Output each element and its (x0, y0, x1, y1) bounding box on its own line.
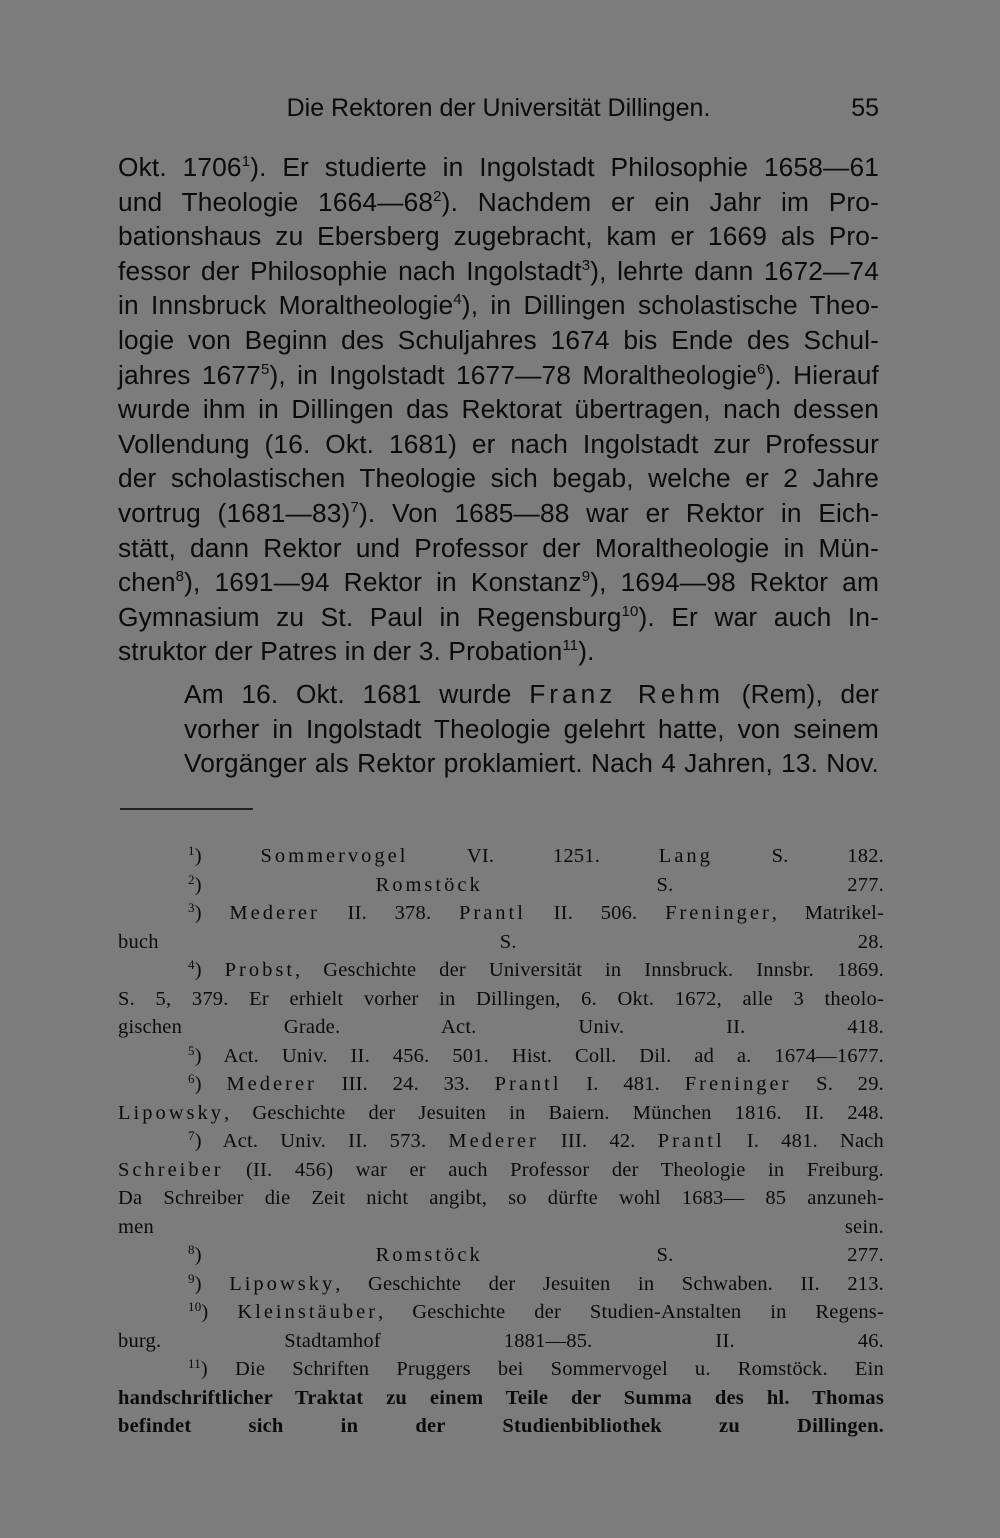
text-line: in Innsbruck Moraltheologie$^4$), in Dillingen scholastische Theo- (118, 290, 879, 321)
text-line: jahres 1677$^5$), in Ingolstadt 1677—78 Moraltheologie$^6$). Hierauf (118, 359, 879, 390)
text-line: Gymnasium zu St. Paul in Regensburg$^{10}$). Er war auch In- (118, 601, 880, 632)
footnote: $^7$) Act. Univ. II. 573. Mederer III. 42. Prantl I. 481. Nach Schreiber (II. 456) war er auch Professor der Theologie in Freiburg. Da Schreiber die Zeit nicht angibt, so dürfte wohl 1683— 85 anzuneh- men sein. (118, 1128, 884, 1238)
text-line: und Theologie $1664—68^2$). Nachdem er ein Jahr im Pro- (118, 186, 879, 217)
footnote-number: 4 (188, 957, 195, 972)
footnote-number: 11 (188, 1356, 201, 1371)
footnote-ref[interactable]: 3 (581, 256, 591, 274)
main-text (118, 150, 879, 781)
footnote: $^2$) Romstöck S. 277. (188, 871, 884, 896)
footnote-ref[interactable]: 8 (175, 568, 185, 586)
footnote-divider (120, 808, 253, 810)
footnote-number: 7 (188, 1128, 195, 1143)
page-number: 55 (851, 94, 879, 122)
footnote: $^{11}$) Die Schriften Pruggers bei Sommervogel u. Romstöck. Ein handschriftlicher Traktat zu einem Teile der Summa des hl. Thomas befindet sich in der Studienbibliothek zu Dillingen. (118, 1356, 884, 1437)
text-line: stätt, dann Rektor und Professor der Moraltheologie in Mün- (118, 532, 879, 563)
running-header (118, 88, 879, 128)
footnote: $^6$) Mederer III. 24. 33. Prantl I. 481. Freninger S. 29. Lipowsky, Geschichte der Jesuiten in Baiern. München 1816. II. 248. (118, 1071, 884, 1124)
footnote-ref[interactable]: 4 (453, 291, 462, 309)
footnote-ref[interactable]: 9 (581, 568, 591, 586)
person-name: Franz Rehm (529, 678, 725, 709)
text-line: struktor der Patres in der 3. Probation$^{11}$). (118, 636, 595, 667)
footnote: $^5$) Act. Univ. II. 456. 501. Hist. Coll. Dil. ad a. 1674—1677. (188, 1042, 884, 1067)
text-line: fessor der Philosophie nach Ingolstadt$^3$), lehrte dann 1672—74 (118, 255, 879, 286)
text-line: wurde ihm in Dillingen das Rektorat übertragen, nach dessen (118, 394, 879, 425)
text-line: vorher in Ingolstadt Theologie gelehrt hatte, von seinem (184, 713, 879, 744)
footnotes (118, 842, 884, 1441)
footnote-number: 5 (188, 1042, 195, 1058)
paragraph (118, 677, 879, 781)
header-title: Die Rektoren der Universität Dillingen. (286, 94, 711, 122)
text-line: der scholastischen Theologie sich begab, welche er 2 Jahre (118, 463, 879, 494)
footnote: $^{10}$) Kleinstäuber, Geschichte der Studien-Anstalten in Regens- burg. Stadtamhof 1881—85. II. 46. (118, 1299, 885, 1352)
footnote-number: 6 (188, 1071, 195, 1086)
footnote-number: 2 (188, 871, 195, 887)
footnote: $^4$) Probst, Geschichte der Universität in Innsbruck. Innsbr. 1869. S. 5, 379. Er erhielt vorher in Dillingen, 6. Okt. 1672, alle 3 theolo- gischen Grade. Act. Univ. II. 418. (118, 957, 884, 1038)
text-line: vortrug (1681—83)$^7$). Von 1685—88 war er Rektor in Eich- (118, 497, 879, 528)
text-line: Am 16. Okt. 1681 wurde Franz Rehm (Rem), der (184, 678, 879, 709)
footnote-ref[interactable]: 6 (757, 360, 766, 378)
footnote-number: 8 (188, 1242, 195, 1257)
text-line: Okt. 1706$^1$). Er studierte in Ingolstadt Philosophie 1658—61 (118, 152, 879, 182)
text-line: Vollendung (16. Okt. 1681) er nach Ingolstadt zur Professur (118, 428, 879, 459)
text-line: bationshaus zu Ebersberg zugebracht, kam er 1669 als Pro- (118, 221, 879, 252)
paragraph (118, 150, 879, 669)
footnote-ref[interactable]: 2 (433, 187, 442, 205)
footnote-ref[interactable]: 10 (621, 602, 639, 620)
footnote-ref[interactable]: 1 (241, 153, 251, 170)
footnote-number: 3 (188, 900, 195, 915)
footnote: $^8$) Romstöck S. 277. (188, 1242, 884, 1266)
footnote-number: 9 (188, 1270, 195, 1286)
footnote-ref[interactable]: 5 (260, 360, 270, 378)
text-line: logie von Beginn des Schuljahres 1674 bis Ende des Schul- (118, 324, 879, 355)
footnote-number: 10 (188, 1299, 202, 1314)
footnote: $^9$) Lipowsky, Geschichte der Jesuiten in Schwaben. II. 213. (188, 1270, 884, 1295)
footnote-number: 1 (188, 843, 195, 858)
footnote: $^1$) Sommervogel VI. 1251. Lang S. 182. (188, 843, 884, 867)
footnote-ref[interactable]: 7 (350, 498, 359, 516)
text-line: chen$^8$), 1691—94 Rektor in Konstanz$^9$), 1694—98 Rektor am (118, 567, 880, 598)
footnote: $^3$) Mederer II. 378. Prantl II. 506. Freninger, Matrikel- buch S. 28. (118, 900, 885, 953)
footnote-ref[interactable]: 11 (562, 637, 579, 655)
text-line: Vorgänger als Rektor proklamiert. Nach 4 Jahren, 13. Nov. (184, 748, 879, 779)
